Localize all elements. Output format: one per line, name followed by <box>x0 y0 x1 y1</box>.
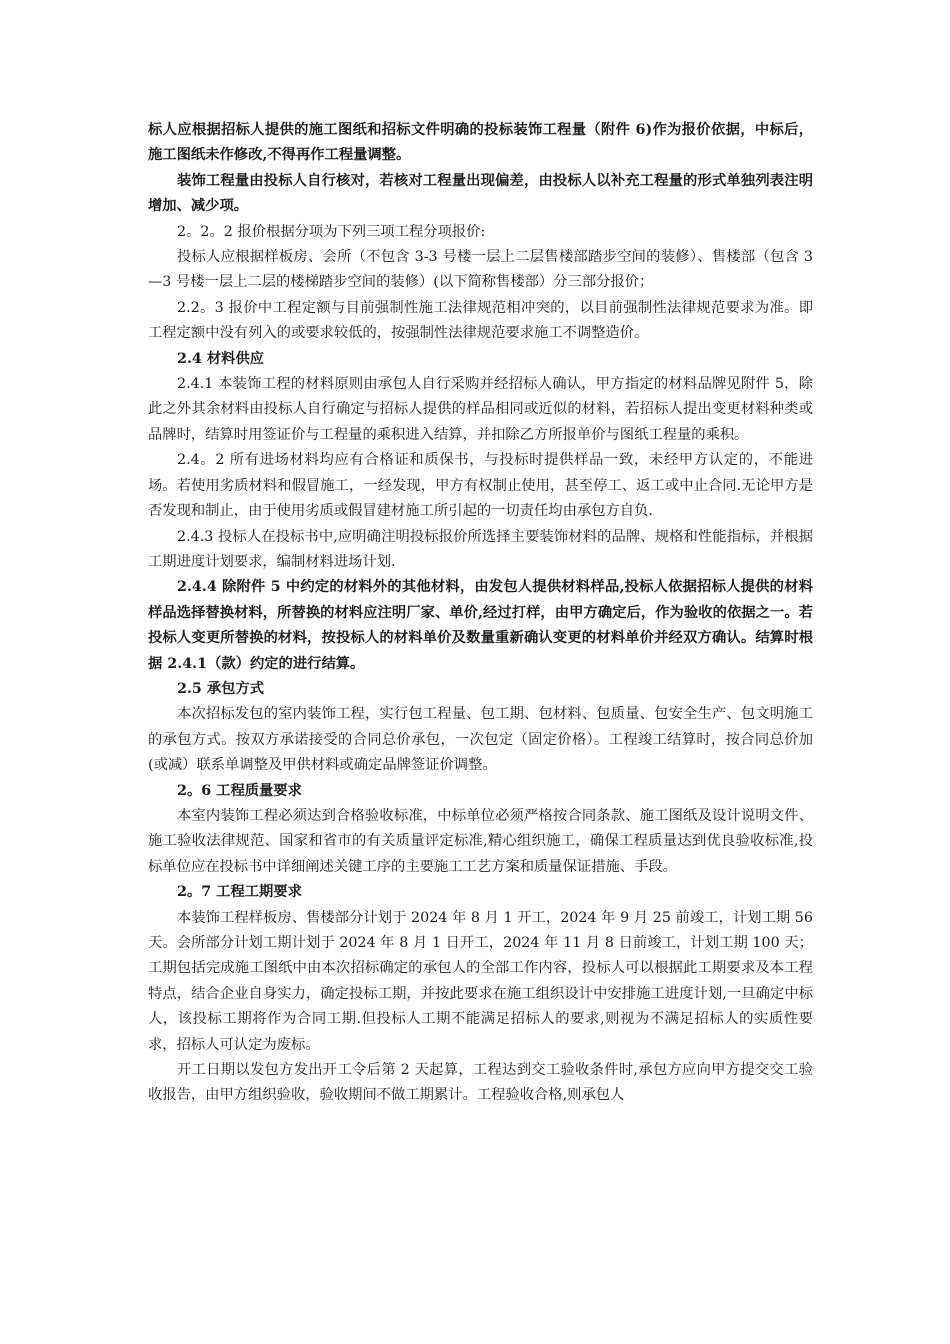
paragraph-2-4-3: 2.4.3 投标人在投标书中,应明确注明投标报价所选择主要装饰材料的品牌、规格和性能指标，并根据工期进度计划要求，编制材料进场计划. <box>148 528 813 570</box>
paragraph-2-2-2: 2。2。2 报价根据分项为下列三项工程分项报价: <box>177 223 486 240</box>
paragraph-quote-parts: 投标人应根据样板房、会所（不包含 3-3 号楼一层上二层售楼部踏步空间的装修）、售楼部（包含 3—3 号楼一层上二层的楼梯踏步空间的装修）(以下简称售楼部）分三部分报价； <box>148 249 813 291</box>
heading-2-7-schedule: 2。7 工程工期要求 <box>177 884 302 901</box>
paragraph-contract-mode: 本次招标发包的室内装饰工程，实行包工程量、包工期、包材料、包质量、包安全生产、包文明施工的承包方式。按双方承诺接受的合同总价承包，一次包定（固定价格）。工程竣工结算时，按合同总价加(或减）联系单调整及甲供材料或确定品牌签证价调整。 <box>148 706 813 774</box>
document-page <box>148 118 813 1109</box>
paragraph-schedule: 本装饰工程样板房、售楼部分计划于 2024 年 8 月 1 开工，2024 年 9 月 25 前竣工，计划工期 56 天。会所部分计划工期计划于 2024 年 8 月 1 日开工，2024 年 11 月 8 日前竣工，计划工期 100 天；工期包括完成施工图纸中由本次招标确定的承包人的全部工作内容，投标人可以根据此工期要求及本工程特点，结合企业自身实力，确定投标工期，并按此要求在施工组织设计中安排施工进度计划,一旦确定中标人，该投标工期将作为合同工期.但投标人工期不能满足招标人的要求,则视为不满足招标人的实质性要求，招标人可认定为废标。 <box>148 909 813 1053</box>
heading-2-6-quality: 2。6 工程质量要求 <box>177 782 302 799</box>
paragraph-2-2-3: 2.2。3 报价中工程定额与目前强制性施工法律规范相冲突的，以目前强制性法律规范要求为准。即工程定额中没有列入的或要求较低的，按强制性法律规范要求施工不调整造价。 <box>148 299 813 342</box>
paragraph-2-4-4: 2.4.4 除附件 5 中约定的材料外的其他材料，由发包人提供材料样品,投标人依据招标人提供的材料样品选择替换材料，所替换的材料应注明厂家、单价,经过打样，由甲方确定后，作为验收的依据之一。若投标人变更所替换的材料，按投标人的材料单价及数量重新确认变更的材料单价并经双方确认。结算时根据 2.4.1（款）约定的进行结算。 <box>148 579 813 672</box>
heading-2-5-contract-mode: 2.5 承包方式 <box>177 680 265 697</box>
paragraph-bid-quantity: 标人应根据招标人提供的施工图纸和招标文件明确的投标装饰工程量（附件 6)作为报价依据，中标后，施工图纸未作修改,不得再作工程量调整。 <box>148 122 813 164</box>
paragraph-quality: 本室内装饰工程必须达到合格验收标准，中标单位必须严格按合同条款、施工图纸及设计说明文件、施工验收法律规范、国家和省市的有关质量评定标准,精心组织施工，确保工程质量达到优良验收标准,投标单位应在投标书中详细阐述关键工序的主要施工工艺方案和质量保证措施、手段。 <box>148 807 813 875</box>
paragraph-quantity-check: 装饰工程量由投标人自行核对，若核对工程量出现偏差，由投标人以补充工程量的形式单独列表注明增加、减少项。 <box>148 172 813 215</box>
paragraph-2-4-2: 2.4。2 所有进场材料均应有合格证和质保书，与投标时提供样品一致，未经甲方认定的，不能进场。若使用劣质材料和假冒施工，一经发现，甲方有权制止使用，甚至停工、返工或中止合同.无论甲方是否发现和制止，由于使用劣质或假冒建材施工所引起的一切责任均由承包方自负. <box>148 452 813 520</box>
paragraph-2-4-1: 2.4.1 本装饰工程的材料原则由承包人自行采购并经招标人确认，甲方指定的材料品牌见附件 5，除此之外其余材料由投标人自行确定与招标人提供的样品相同或近似的材料，若招标人提出变更材料种类或品牌时，结算时用签证价与工程量的乘积进入结算，并扣除乙方所报单价与图纸工程量的乘积。 <box>148 376 813 443</box>
heading-2-4-material-supply: 2.4 材料供应 <box>177 350 265 367</box>
paragraph-start-date: 开工日期以发包方发出开工令后第 2 天起算，工程达到交工验收条件时,承包方应向甲方提交交工验收报告，由甲方组织验收，验收期间不做工期累计。工程验收合格,则承包人 <box>148 1062 813 1104</box>
